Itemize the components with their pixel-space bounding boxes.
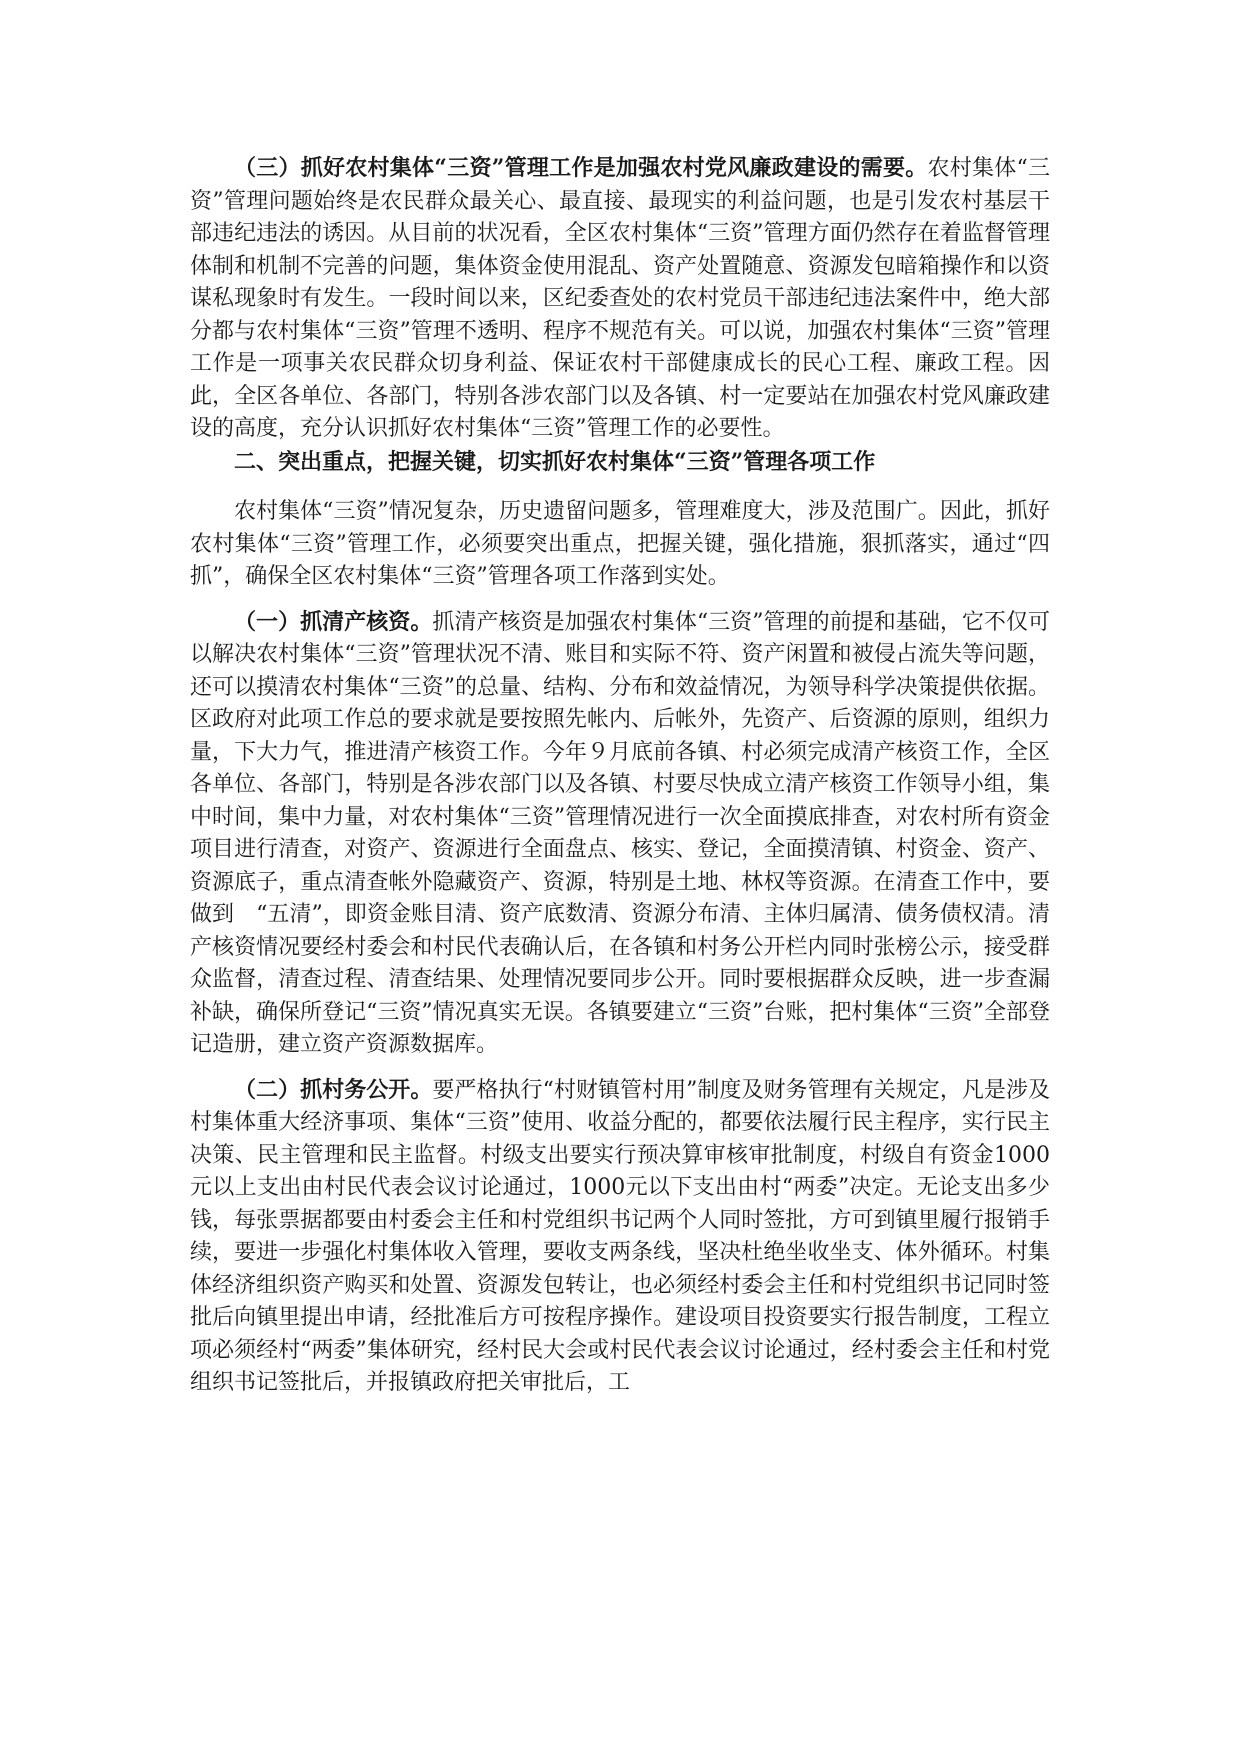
section-heading-two: 二、突出重点，把握关键，切实抓好农村集体“三资”管理各项工作 [234, 448, 876, 475]
paragraph-lead: （二）抓村务公开。 [234, 1076, 433, 1103]
document-page [190, 152, 1050, 1400]
paragraph-body: 抓清产核资是加强农村集体“三资”管理的前提和基础，它不仅可以解决农村集体“三资”管理状况不清、账目和实际不符、资产闲置和被侵占流失等问题，还可以摸清农村集体“三资”的总量、结构、分布和效益情况，为领导科学决策提供依据。区政府对此项工作总的要求就是要按照先帐内、后帐外，先资产、后资源的原则，组织力量，下大力气，推进清产核资工作。今年９月底前各镇、村必须完成清产核资工作，全区各单位、各部门，特别是各涉农部门以及各镇、村要尽快成立清产核资工作领导小组，集中时间，集中力量，对农村集体“三资”管理情况进行一次全面摸底排查，对农村所有资金项目进行清查，对资产、资源进行全面盘点、核实、登记，全面摸清镇、村资金、资产、资源底子，重点清查帐外隐藏资产、资源，特别是土地、林权等资源。在清查工作中，要做到 “五清”，即资金账目清、资产底数清、资源分布清、主体归属清、债务债权清。清产核资情况要经村委会和村民代表确认后，在各镇和村务公开栏内同时张榜公示，接受群众监督，清查过程、清查结果、处理情况要同步公开。同时要根据群众反映，进一步查漏补缺，确保所登记“三资”情况真实无误。各镇要建立“三资”台账，把村集体“三资”全部登记造册，建立资产资源数据库。 [190, 609, 1050, 1057]
paragraph-intro: 农村集体“三资”情况复杂，历史遗留问题多，管理难度大，涉及范围广。因此，抓好农村集体“三资”管理工作，必须要突出重点，把握关键，强化措施，狠抓落实，通过“四抓”，确保全区农村集体“三资”管理各项工作落到实处。 [190, 499, 1050, 589]
paragraph-body: 要严格执行“村财镇管村用”制度及财务管理有关规定，凡是涉及村集体重大经济事项、集体“三资”使用、收益分配的，都要依法履行民主程序，实行民主决策、民主管理和民主监督。村级支出要实行预决算审核审批制度，村级自有资金1000元以上支出由村民代表会议讨论通过，1000元以下支出由村“两委”决定。无论支出多少钱，每张票据都要由村委会主任和村党组织书记两个人同时签批，方可到镇里履行报销手续，要进一步强化村集体收入管理，要收支两条线，坚决杜绝坐收坐支、体外循环。村集体经济组织资产购买和处置、资源发包转让，也必须经村委会主任和村党组织书记同时签批后向镇里提出申请，经批准后方可按程序操作。建设项目投资要实行报告制度，工程立项必须经村“两委”集体研究，经村民大会或村民代表会议讨论通过，经村委会主任和村党组织书记签批后，并报镇政府把关审批后，工 [190, 1077, 1050, 1395]
paragraph-section-three [190, 152, 1050, 446]
paragraph-item-one [190, 606, 1050, 1062]
paragraph-lead: （一）抓清产核资。 [234, 608, 433, 635]
paragraph-lead: （三）抓好农村集体“三资”管理工作是加强农村党风廉政建设的需要。 [234, 155, 928, 181]
paragraph-item-two [190, 1074, 1050, 1400]
paragraph-body: 农村集体“三资”管理问题始终是农民群众最关心、最直接、最现实的利益问题，也是引发农村基层干部违纪违法的诱因。从目前的状况看，全区农村集体“三资”管理方面仍然存在着监督管理体制和机制不完善的问题，集体资金使用混乱、资产处置随意、资源发包暗箱操作和以资谋私现象时有发生。一段时间以来，区纪委查处的农村党员干部违纪违法案件中，绝大部分都与农村集体“三资”管理不透明、程序不规范有关。可以说，加强农村集体“三资”管理工作是一项事关农民群众切身利益、保证农村干部健康成长的民心工程、廉政工程。因此，全区各单位、各部门，特别各涉农部门以及各镇、村一定要站在加强农村党风廉政建设的高度，充分认识抓好农村集体“三资”管理工作的必要性。 [190, 156, 1051, 441]
